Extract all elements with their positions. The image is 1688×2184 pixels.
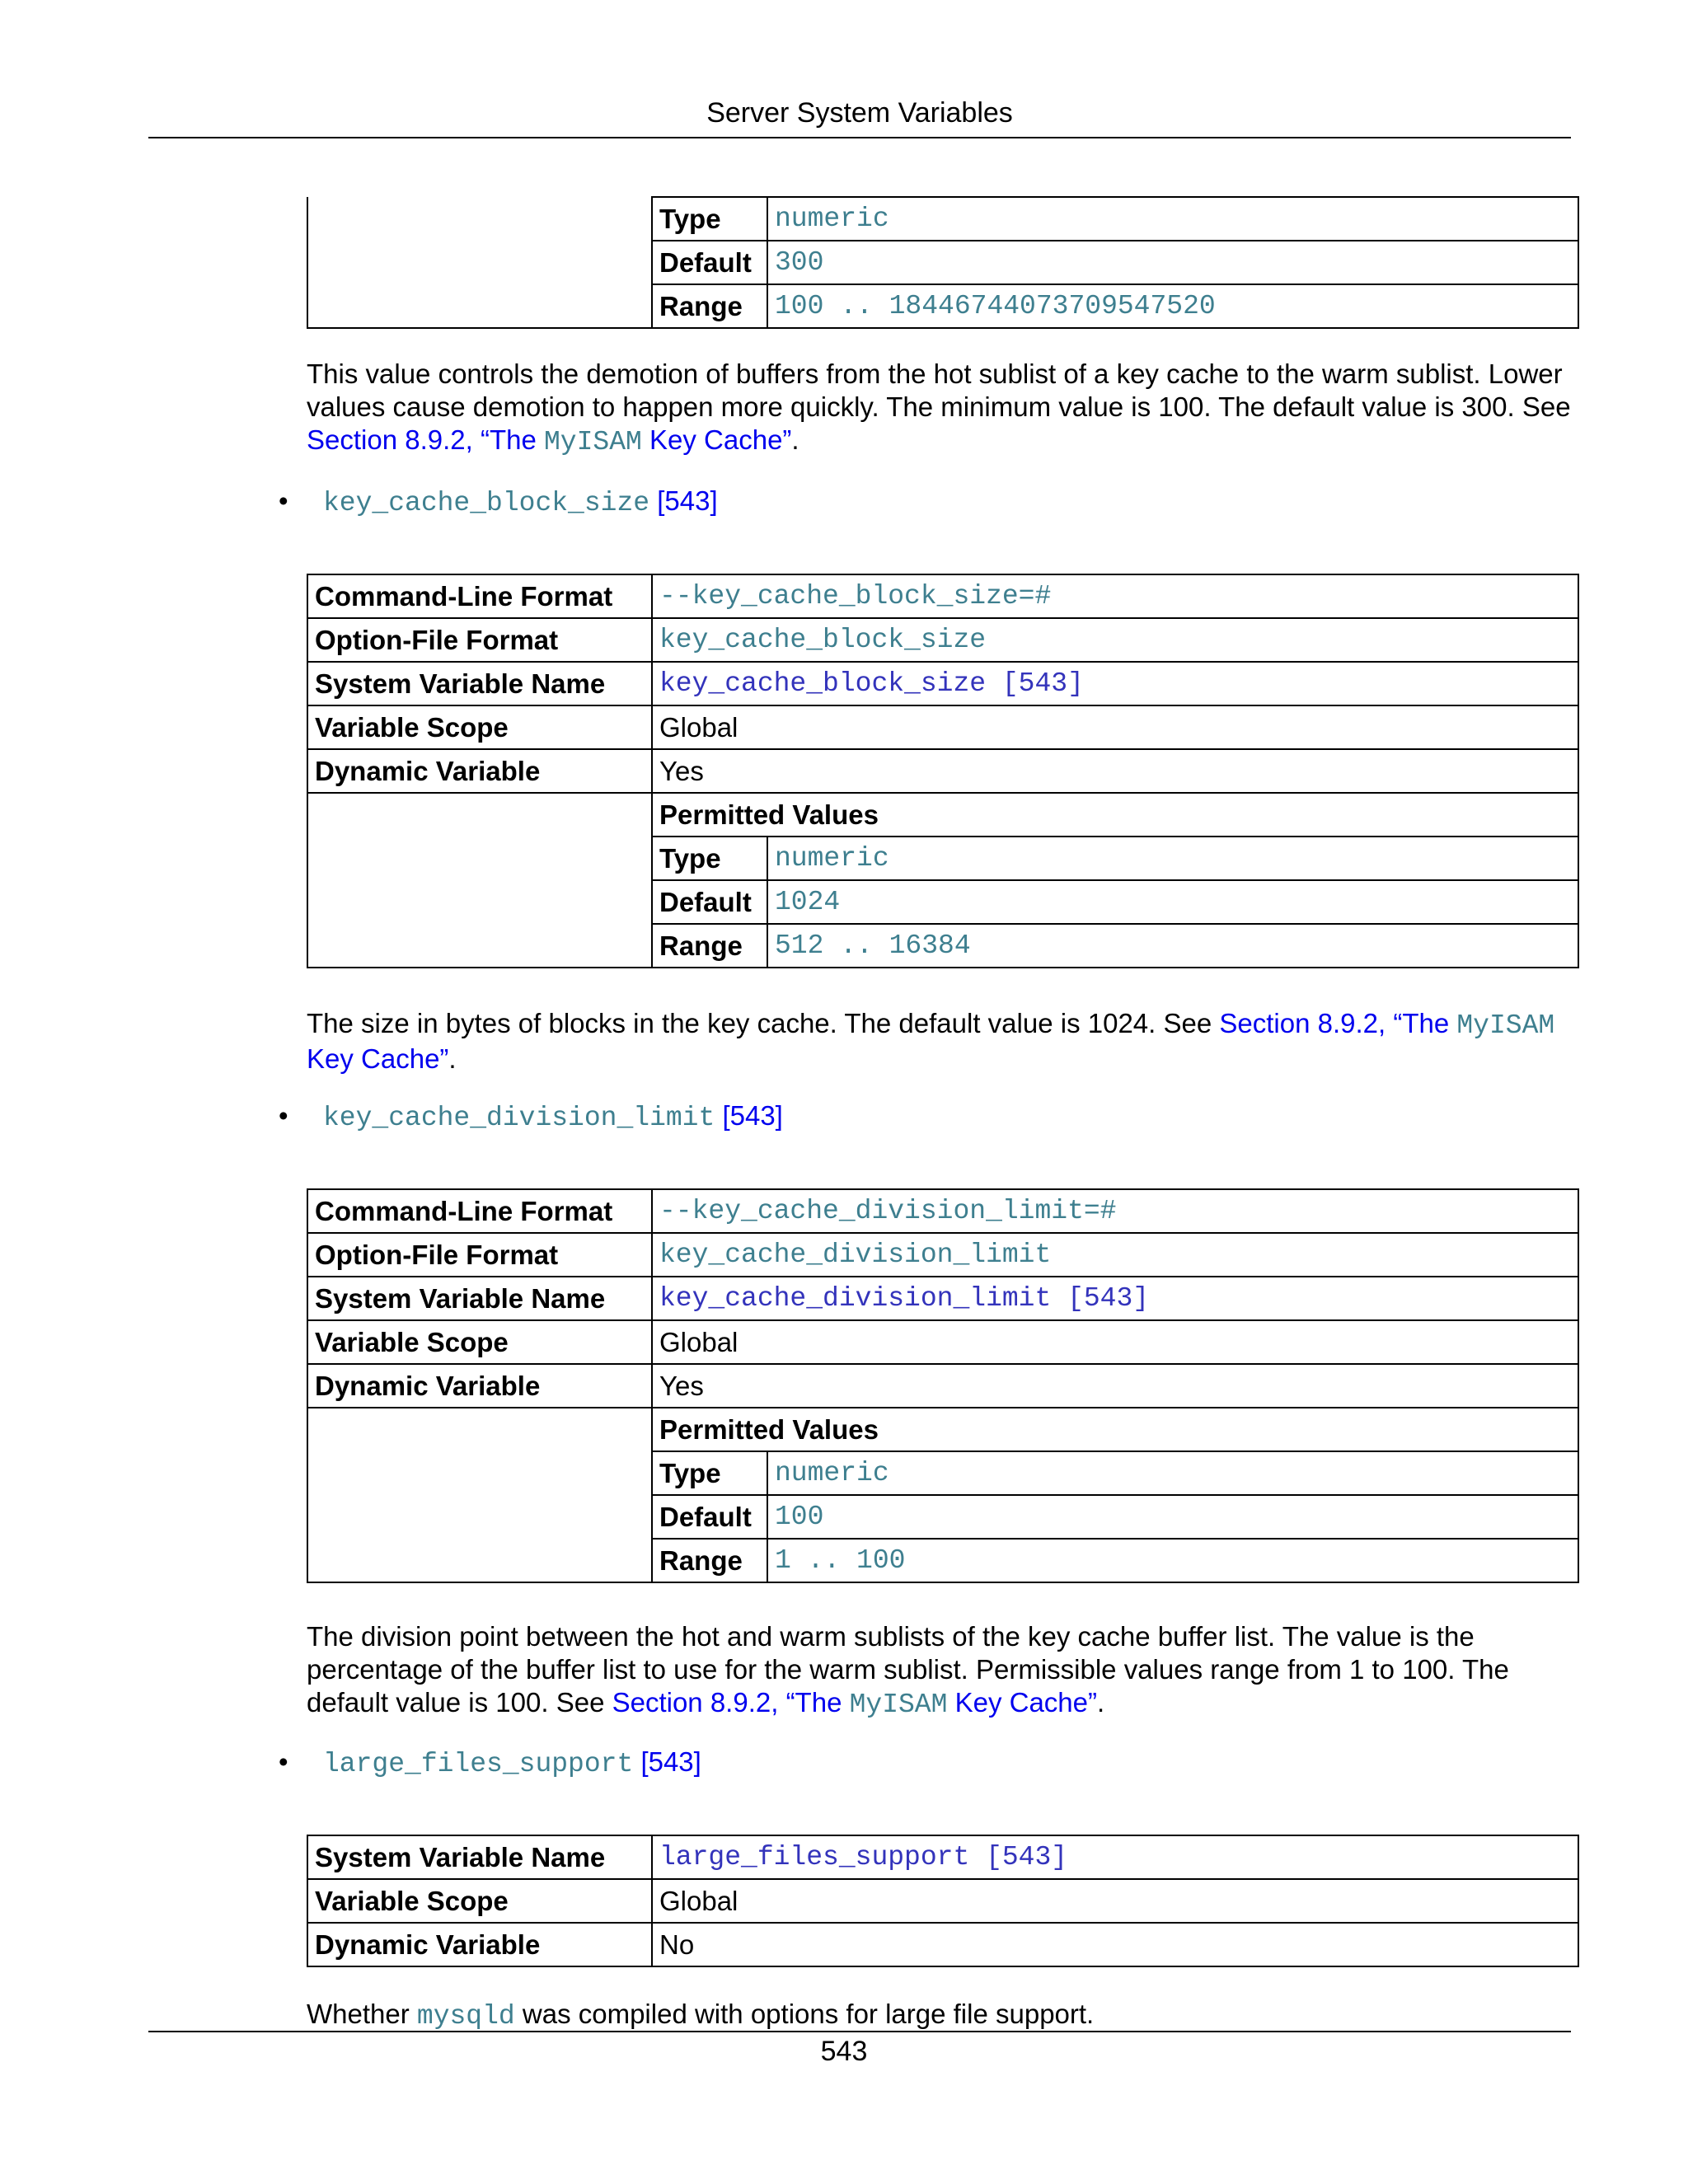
variable-link[interactable]: key_cache_division_limit	[323, 1103, 715, 1133]
range-value: 100 .. 18446744073709547520	[767, 284, 1578, 328]
bullet-icon: •	[279, 1100, 288, 1131]
table-row: Range 512 .. 16384	[307, 924, 1578, 968]
table-row: System Variable Name key_cache_block_size [543]	[307, 662, 1578, 705]
default-label: Default	[652, 241, 767, 284]
system-variable-link[interactable]: key_cache_block_size [543]	[652, 662, 1578, 705]
bullet-icon: •	[279, 1746, 288, 1777]
page-ref-link[interactable]: [543]	[722, 1100, 783, 1131]
page-title: Server System Variables	[706, 97, 1013, 129]
variable-link[interactable]: key_cache_block_size	[323, 488, 650, 518]
variable-table	[307, 1188, 1579, 1583]
system-variable-link[interactable]: large_files_support [543]	[652, 1835, 1578, 1879]
table-row: Dynamic Variable Yes	[307, 1364, 1578, 1408]
section-link[interactable]: Section 8.9.2, “The MyISAM Key Cache”	[307, 1008, 1555, 1074]
system-variable-link[interactable]: key_cache_division_limit [543]	[652, 1277, 1578, 1320]
table-row: System Variable Name key_cache_division_limit [543]	[307, 1277, 1578, 1320]
table-row: Type numeric	[307, 1451, 1578, 1495]
page-ref-link[interactable]: [543]	[657, 485, 718, 516]
variable-table	[307, 574, 1579, 968]
variable-link[interactable]: large_files_support	[323, 1749, 634, 1779]
table-row: Dynamic Variable No	[307, 1923, 1578, 1966]
table-row: Default 100	[307, 1495, 1578, 1539]
table-row: Range 1 .. 100	[307, 1539, 1578, 1582]
table-row: Variable Scope Global	[307, 1320, 1578, 1364]
table-row: Variable Scope Global	[307, 1879, 1578, 1923]
default-value: 300	[767, 241, 1578, 284]
table-row: Type numeric	[307, 837, 1578, 880]
mysqld-link[interactable]: mysqld	[416, 2001, 515, 2032]
variable-table	[307, 1835, 1579, 1967]
page-header	[148, 96, 1571, 138]
table-row: System Variable Name large_files_support [543]	[307, 1835, 1578, 1879]
page-ref-link[interactable]: [543]	[640, 1746, 701, 1777]
footer-rule	[148, 2031, 1571, 2032]
table-row: Dynamic Variable Yes	[307, 749, 1578, 793]
table-row: Option-File Format key_cache_division_limit	[307, 1233, 1578, 1277]
bullet-icon: •	[279, 485, 288, 516]
table-row	[307, 197, 1578, 241]
table-row: Option-File Format key_cache_block_size	[307, 618, 1578, 662]
section-link[interactable]: Section 8.9.2, “The MyISAM Key Cache”	[307, 424, 792, 457]
description-paragraph: This value controls the demotion of buffers from the hot sublist of a key cache to the warm sublist. Lower values cause demotion to happen more quickly. The minimum value is 100. The default value is 300. See Section 8.9.2, “The MyISAM Key Cache”.	[307, 359, 1571, 457]
table-row: Default 1024	[307, 880, 1578, 924]
type-value: numeric	[767, 197, 1578, 241]
range-label: Range	[652, 284, 767, 328]
page-number: 543	[820, 2036, 868, 2067]
type-label: Type	[652, 197, 767, 241]
table-row: Variable Scope Global	[307, 705, 1578, 749]
table-row: Command-Line Format --key_cache_block_size=#	[307, 574, 1578, 618]
section-link[interactable]: Section 8.9.2, “The MyISAM Key Cache”	[612, 1687, 1098, 1720]
description-paragraph: The division point between the hot and warm sublists of the key cache buffer list. The value is the percentage of the buffer list to use for the warm sublist. Permissible values range from 1 to 100. The default value is 100. See Section 8.9.2, “The MyISAM Key Cache”.	[307, 1621, 1509, 1720]
permitted-values-table-continued	[307, 196, 1579, 329]
description-paragraph: Whether mysqld was compiled with options for large file support.	[307, 1999, 1095, 2032]
table-row: Command-Line Format --key_cache_division_limit=#	[307, 1189, 1578, 1233]
table-row: Permitted Values	[307, 793, 1578, 837]
table-row: Permitted Values	[307, 1408, 1578, 1451]
description-paragraph: The size in bytes of blocks in the key cache. The default value is 1024. See Section 8.9.2, “The MyISAM Key Cache”.	[307, 1008, 1555, 1074]
